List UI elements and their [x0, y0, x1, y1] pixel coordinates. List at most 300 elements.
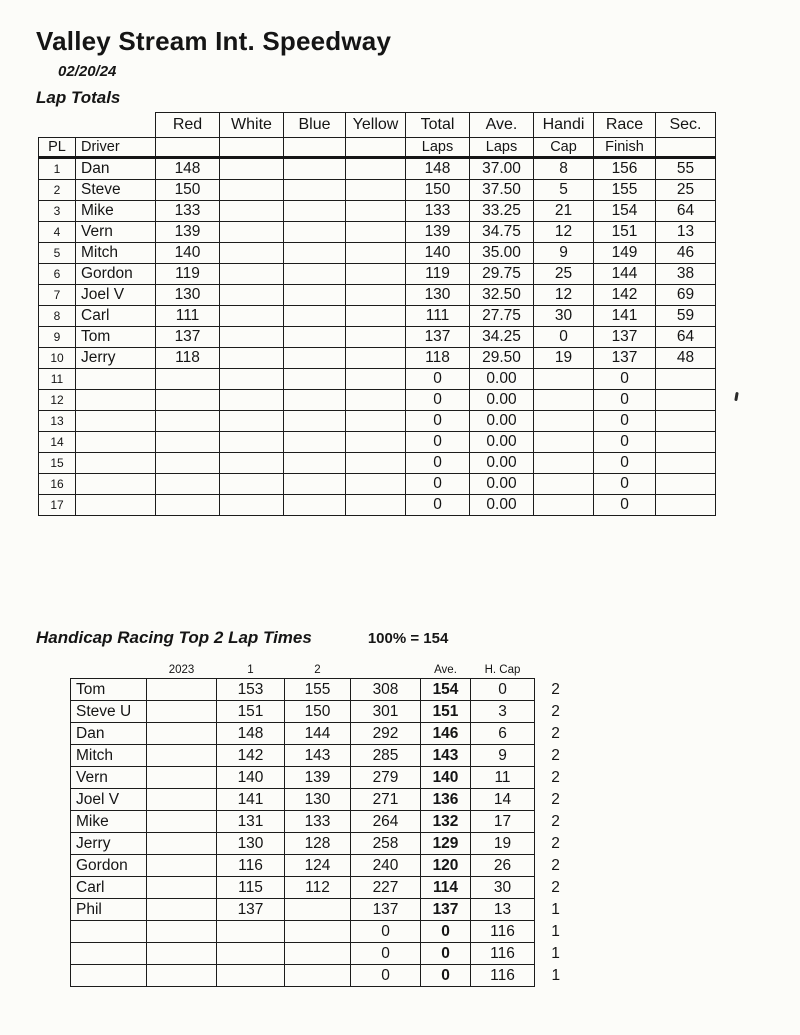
cell-driver: [76, 432, 156, 453]
cell-lap1: 137: [217, 899, 285, 921]
cell-season: [147, 833, 217, 855]
cell-pl: 2: [39, 180, 76, 201]
cell-pl: 11: [39, 369, 76, 390]
cell-ave: 0.00: [470, 411, 534, 432]
cell-lap1: 151: [217, 701, 285, 723]
table-row: [71, 767, 577, 789]
header-season: 2023: [168, 664, 195, 676]
cell-white: [220, 411, 284, 432]
cell-lap1: 140: [217, 767, 285, 789]
cell-driver: [76, 369, 156, 390]
cell-pl: 17: [39, 495, 76, 516]
cell-red: 111: [156, 306, 220, 327]
cell-finish: 137: [594, 327, 656, 348]
cell-red: [156, 369, 220, 390]
cell-season: [147, 789, 217, 811]
cell-ave: 120: [421, 855, 471, 877]
cell-ave: 34.25: [470, 327, 534, 348]
cell-extra: 2: [551, 790, 560, 808]
cell-cap: 9: [534, 243, 594, 264]
cell-finish: 0: [594, 369, 656, 390]
header-red: Red: [156, 113, 220, 138]
handicap-table: [70, 658, 577, 987]
cell-sec: 59: [656, 306, 716, 327]
cell-yellow: [346, 158, 406, 180]
cell-ave: 0.00: [470, 432, 534, 453]
cell-hcap: 14: [471, 789, 535, 811]
cell-pl: 4: [39, 222, 76, 243]
cell-driver: Mike: [76, 201, 156, 222]
cell-pl: 3: [39, 201, 76, 222]
page-title: Valley Stream Int. Speedway: [36, 26, 392, 56]
cell-blue: [284, 180, 346, 201]
header-cell-empty: [76, 113, 156, 138]
cell-lap2: 150: [285, 701, 351, 723]
cell-season: [147, 855, 217, 877]
cell-ave: 146: [421, 723, 471, 745]
cell-total: 119: [406, 264, 470, 285]
cell-ave: 0.00: [470, 369, 534, 390]
cell-blue: [284, 264, 346, 285]
cell-white: [220, 180, 284, 201]
cell-ave: 33.25: [470, 201, 534, 222]
cell-total: 137: [406, 327, 470, 348]
cell-pl: 12: [39, 390, 76, 411]
cell-lap2: [285, 965, 351, 987]
cell-total: 0: [406, 369, 470, 390]
cell-cap: [534, 474, 594, 495]
cell-name: Vern: [71, 767, 147, 789]
table-row: [39, 306, 716, 327]
cell-total: 133: [406, 201, 470, 222]
cell-season: [147, 943, 217, 965]
cell-cap: 19: [534, 348, 594, 369]
cell-white: [220, 306, 284, 327]
cell-pl: 8: [39, 306, 76, 327]
cell-driver: [76, 474, 156, 495]
cell-cap: 0: [534, 327, 594, 348]
table-row: [39, 495, 716, 516]
header-cell-empty: [535, 658, 577, 679]
cell-hcap: 116: [471, 943, 535, 965]
cell-total: 111: [406, 306, 470, 327]
header-cell-empty: [284, 138, 346, 158]
cell-yellow: [346, 306, 406, 327]
cell-blue: [284, 243, 346, 264]
cell-ave: 0.00: [470, 390, 534, 411]
cell-lap1: 142: [217, 745, 285, 767]
cell-yellow: [346, 474, 406, 495]
header-driver: Driver: [76, 138, 156, 158]
cell-hcap: 3: [471, 701, 535, 723]
handicap-header: [36, 628, 800, 648]
cell-pl: 13: [39, 411, 76, 432]
cell-cap: [534, 432, 594, 453]
header-finish: Finish: [594, 138, 656, 158]
cell-white: [220, 243, 284, 264]
cell-ave: 140: [421, 767, 471, 789]
cell-cap: [534, 411, 594, 432]
cell-finish: 0: [594, 411, 656, 432]
cell-lap2: 133: [285, 811, 351, 833]
cell-blue: [284, 432, 346, 453]
cell-name: Gordon: [71, 855, 147, 877]
cell-cap: 8: [534, 158, 594, 180]
cell-lap2: 130: [285, 789, 351, 811]
date: 02/20/24: [58, 63, 117, 80]
lap-totals-title: Lap Totals: [36, 88, 121, 107]
cell-lap2: [285, 943, 351, 965]
cell-red: 139: [156, 222, 220, 243]
cell-lap1: 153: [217, 679, 285, 701]
header-sec: Sec.: [656, 113, 716, 138]
cell-finish: 0: [594, 495, 656, 516]
cell-season: [147, 701, 217, 723]
cell-blue: [284, 306, 346, 327]
table-row: [71, 855, 577, 877]
header-cell-empty: [656, 138, 716, 158]
table-row: [71, 965, 577, 987]
cell-total: 0: [406, 495, 470, 516]
cell-total: 0: [406, 411, 470, 432]
cell-extra: 2: [551, 768, 560, 786]
cell-sum: 0: [351, 921, 421, 943]
header-row-colors: [39, 113, 716, 138]
cell-total: 118: [406, 348, 470, 369]
cell-sum: 258: [351, 833, 421, 855]
table-row: [39, 348, 716, 369]
header-cell-empty: [39, 113, 76, 138]
cell-ave: 37.00: [470, 158, 534, 180]
cell-total: 0: [406, 474, 470, 495]
table-row: [71, 921, 577, 943]
cell-extra: 1: [551, 900, 560, 918]
cell-yellow: [346, 411, 406, 432]
cell-red: 119: [156, 264, 220, 285]
cell-white: [220, 264, 284, 285]
cell-extra: 2: [551, 834, 560, 852]
cell-finish: 0: [594, 432, 656, 453]
cell-sec: 69: [656, 285, 716, 306]
cell-total: 140: [406, 243, 470, 264]
cell-cap: [534, 390, 594, 411]
cell-white: [220, 158, 284, 180]
cell-ave: 151: [421, 701, 471, 723]
cell-red: 118: [156, 348, 220, 369]
cell-hcap: 17: [471, 811, 535, 833]
cell-finish: 0: [594, 453, 656, 474]
cell-ave: 154: [421, 679, 471, 701]
cell-name: [71, 943, 147, 965]
cell-extra: 1: [551, 944, 560, 962]
cell-blue: [284, 201, 346, 222]
cell-sum: 285: [351, 745, 421, 767]
cell-total: 148: [406, 158, 470, 180]
cell-driver: [76, 495, 156, 516]
cell-extra: 2: [551, 878, 560, 896]
cell-pl: 5: [39, 243, 76, 264]
table-row: [71, 789, 577, 811]
cell-driver: [76, 453, 156, 474]
header-row-labels: [39, 138, 716, 158]
table-row: [71, 833, 577, 855]
header-cell-empty: [346, 138, 406, 158]
table-row: [39, 327, 716, 348]
cell-ave: 29.75: [470, 264, 534, 285]
cell-blue: [284, 411, 346, 432]
cell-blue: [284, 390, 346, 411]
cell-cap: [534, 369, 594, 390]
cell-hcap: 0: [471, 679, 535, 701]
cell-finish: 137: [594, 348, 656, 369]
cell-season: [147, 811, 217, 833]
cell-sec: [656, 411, 716, 432]
cell-total: 130: [406, 285, 470, 306]
cell-pl: 14: [39, 432, 76, 453]
cell-season: [147, 899, 217, 921]
cell-blue: [284, 327, 346, 348]
cell-blue: [284, 369, 346, 390]
handicap-body: [71, 679, 577, 987]
cell-lap1: 116: [217, 855, 285, 877]
cell-finish: 151: [594, 222, 656, 243]
cell-lap1: 115: [217, 877, 285, 899]
cell-sum: 264: [351, 811, 421, 833]
cell-driver: Vern: [76, 222, 156, 243]
header-ave: Ave.: [434, 664, 457, 676]
cell-yellow: [346, 369, 406, 390]
cell-name: Joel V: [71, 789, 147, 811]
cell-yellow: [346, 390, 406, 411]
cell-pl: 7: [39, 285, 76, 306]
cell-red: [156, 495, 220, 516]
cell-lap2: [285, 921, 351, 943]
header-ave-laps: Laps: [470, 138, 534, 158]
cell-white: [220, 285, 284, 306]
table-row: [39, 390, 716, 411]
cell-red: 133: [156, 201, 220, 222]
cell-name: Steve U: [71, 701, 147, 723]
cell-white: [220, 390, 284, 411]
header-cell-empty: [71, 658, 147, 679]
header-handi: Handi: [534, 113, 594, 138]
cell-extra: 2: [551, 680, 560, 698]
cell-cap: 12: [534, 285, 594, 306]
cell-sec: [656, 390, 716, 411]
cell-white: [220, 327, 284, 348]
cell-blue: [284, 348, 346, 369]
cell-sec: 64: [656, 327, 716, 348]
cell-sum: 137: [351, 899, 421, 921]
cell-extra: 1: [551, 922, 560, 940]
cell-sec: 25: [656, 180, 716, 201]
cell-yellow: [346, 285, 406, 306]
cell-hcap: 116: [471, 965, 535, 987]
cell-sum: 301: [351, 701, 421, 723]
cell-yellow: [346, 432, 406, 453]
cell-ave: 29.50: [470, 348, 534, 369]
cell-hcap: 19: [471, 833, 535, 855]
table-row: [71, 745, 577, 767]
table-row: [71, 943, 577, 965]
table-row: [39, 201, 716, 222]
cell-lap1: [217, 943, 285, 965]
cell-finish: 0: [594, 474, 656, 495]
cell-red: [156, 474, 220, 495]
header-pl: PL: [39, 138, 76, 158]
cell-lap2: 155: [285, 679, 351, 701]
cell-lap2: 112: [285, 877, 351, 899]
cell-ave: 35.00: [470, 243, 534, 264]
cell-ave: 0.00: [470, 495, 534, 516]
cell-red: [156, 432, 220, 453]
cell-yellow: [346, 201, 406, 222]
cell-name: Phil: [71, 899, 147, 921]
cell-white: [220, 369, 284, 390]
cell-ave: 136: [421, 789, 471, 811]
cell-sec: [656, 432, 716, 453]
header-lap2: 2: [314, 664, 321, 676]
cell-lap2: 144: [285, 723, 351, 745]
cell-finish: 0: [594, 390, 656, 411]
header-hcap: H. Cap: [484, 664, 521, 676]
cell-white: [220, 201, 284, 222]
lap-totals-body: [39, 158, 716, 516]
cell-total: 150: [406, 180, 470, 201]
cell-sum: 0: [351, 943, 421, 965]
cell-pl: 6: [39, 264, 76, 285]
header-total: Total: [406, 113, 470, 138]
cell-pl: 15: [39, 453, 76, 474]
cell-sec: 55: [656, 158, 716, 180]
cell-name: Mike: [71, 811, 147, 833]
table-row: [39, 474, 716, 495]
cell-sum: 308: [351, 679, 421, 701]
cell-blue: [284, 474, 346, 495]
header-yellow: Yellow: [346, 113, 406, 138]
handicap-title: Handicap Racing Top 2 Lap Times: [36, 628, 312, 647]
cell-red: 140: [156, 243, 220, 264]
cell-finish: 155: [594, 180, 656, 201]
cell-driver: Carl: [76, 306, 156, 327]
cell-driver: Joel V: [76, 285, 156, 306]
cell-cap: 25: [534, 264, 594, 285]
cell-sum: 0: [351, 965, 421, 987]
cell-name: Dan: [71, 723, 147, 745]
cell-driver: Dan: [76, 158, 156, 180]
cell-finish: 149: [594, 243, 656, 264]
cell-hcap: 26: [471, 855, 535, 877]
cell-season: [147, 767, 217, 789]
cell-extra: 2: [551, 812, 560, 830]
cell-ave: 137: [421, 899, 471, 921]
cell-sec: 64: [656, 201, 716, 222]
cell-red: 150: [156, 180, 220, 201]
cell-sec: 46: [656, 243, 716, 264]
cell-hcap: 116: [471, 921, 535, 943]
cell-white: [220, 222, 284, 243]
cell-white: [220, 474, 284, 495]
cell-blue: [284, 222, 346, 243]
table-row: [39, 180, 716, 201]
cell-lap1: 148: [217, 723, 285, 745]
cell-driver: Tom: [76, 327, 156, 348]
cell-lap2: 139: [285, 767, 351, 789]
cell-white: [220, 432, 284, 453]
cell-white: [220, 495, 284, 516]
cell-blue: [284, 158, 346, 180]
cell-extra: 2: [551, 856, 560, 874]
cell-lap2: 128: [285, 833, 351, 855]
cell-season: [147, 679, 217, 701]
cell-cap: 21: [534, 201, 594, 222]
scan-artifact: [734, 392, 739, 401]
header-cell-empty: [351, 658, 421, 679]
cell-ave: 0: [421, 943, 471, 965]
cell-season: [147, 723, 217, 745]
cell-sec: [656, 495, 716, 516]
table-row: [39, 222, 716, 243]
handicap-header-row: [71, 658, 577, 679]
cell-sec: 48: [656, 348, 716, 369]
table-row: [39, 264, 716, 285]
cell-yellow: [346, 348, 406, 369]
header-blue: Blue: [284, 113, 346, 138]
cell-season: [147, 921, 217, 943]
lap-totals-table: [38, 112, 716, 516]
cell-lap1: 130: [217, 833, 285, 855]
cell-season: [147, 877, 217, 899]
cell-yellow: [346, 243, 406, 264]
cell-season: [147, 965, 217, 987]
table-row: [71, 877, 577, 899]
cell-yellow: [346, 222, 406, 243]
cell-finish: 142: [594, 285, 656, 306]
cell-hcap: 6: [471, 723, 535, 745]
header-cell-empty: [156, 138, 220, 158]
cell-sum: 279: [351, 767, 421, 789]
handicap-note: 100% = 154: [367, 630, 449, 647]
cell-finish: 156: [594, 158, 656, 180]
table-row: [39, 411, 716, 432]
table-row: [71, 679, 577, 701]
table-row: [39, 158, 716, 180]
cell-yellow: [346, 264, 406, 285]
cell-total: 139: [406, 222, 470, 243]
table-row: [39, 453, 716, 474]
cell-driver: [76, 390, 156, 411]
cell-blue: [284, 495, 346, 516]
table-row: [39, 243, 716, 264]
cell-red: 137: [156, 327, 220, 348]
cell-ave: 132: [421, 811, 471, 833]
cell-ave: 143: [421, 745, 471, 767]
cell-finish: 141: [594, 306, 656, 327]
cell-driver: [76, 411, 156, 432]
cell-white: [220, 348, 284, 369]
cell-season: [147, 745, 217, 767]
cell-extra: 1: [551, 966, 561, 984]
cell-lap2: [285, 899, 351, 921]
cell-blue: [284, 453, 346, 474]
cell-sec: 13: [656, 222, 716, 243]
cell-pl: 1: [39, 158, 76, 180]
cell-lap1: [217, 921, 285, 943]
cell-white: [220, 453, 284, 474]
table-row: [71, 723, 577, 745]
cell-ave: 0.00: [470, 474, 534, 495]
cell-lap1: 141: [217, 789, 285, 811]
